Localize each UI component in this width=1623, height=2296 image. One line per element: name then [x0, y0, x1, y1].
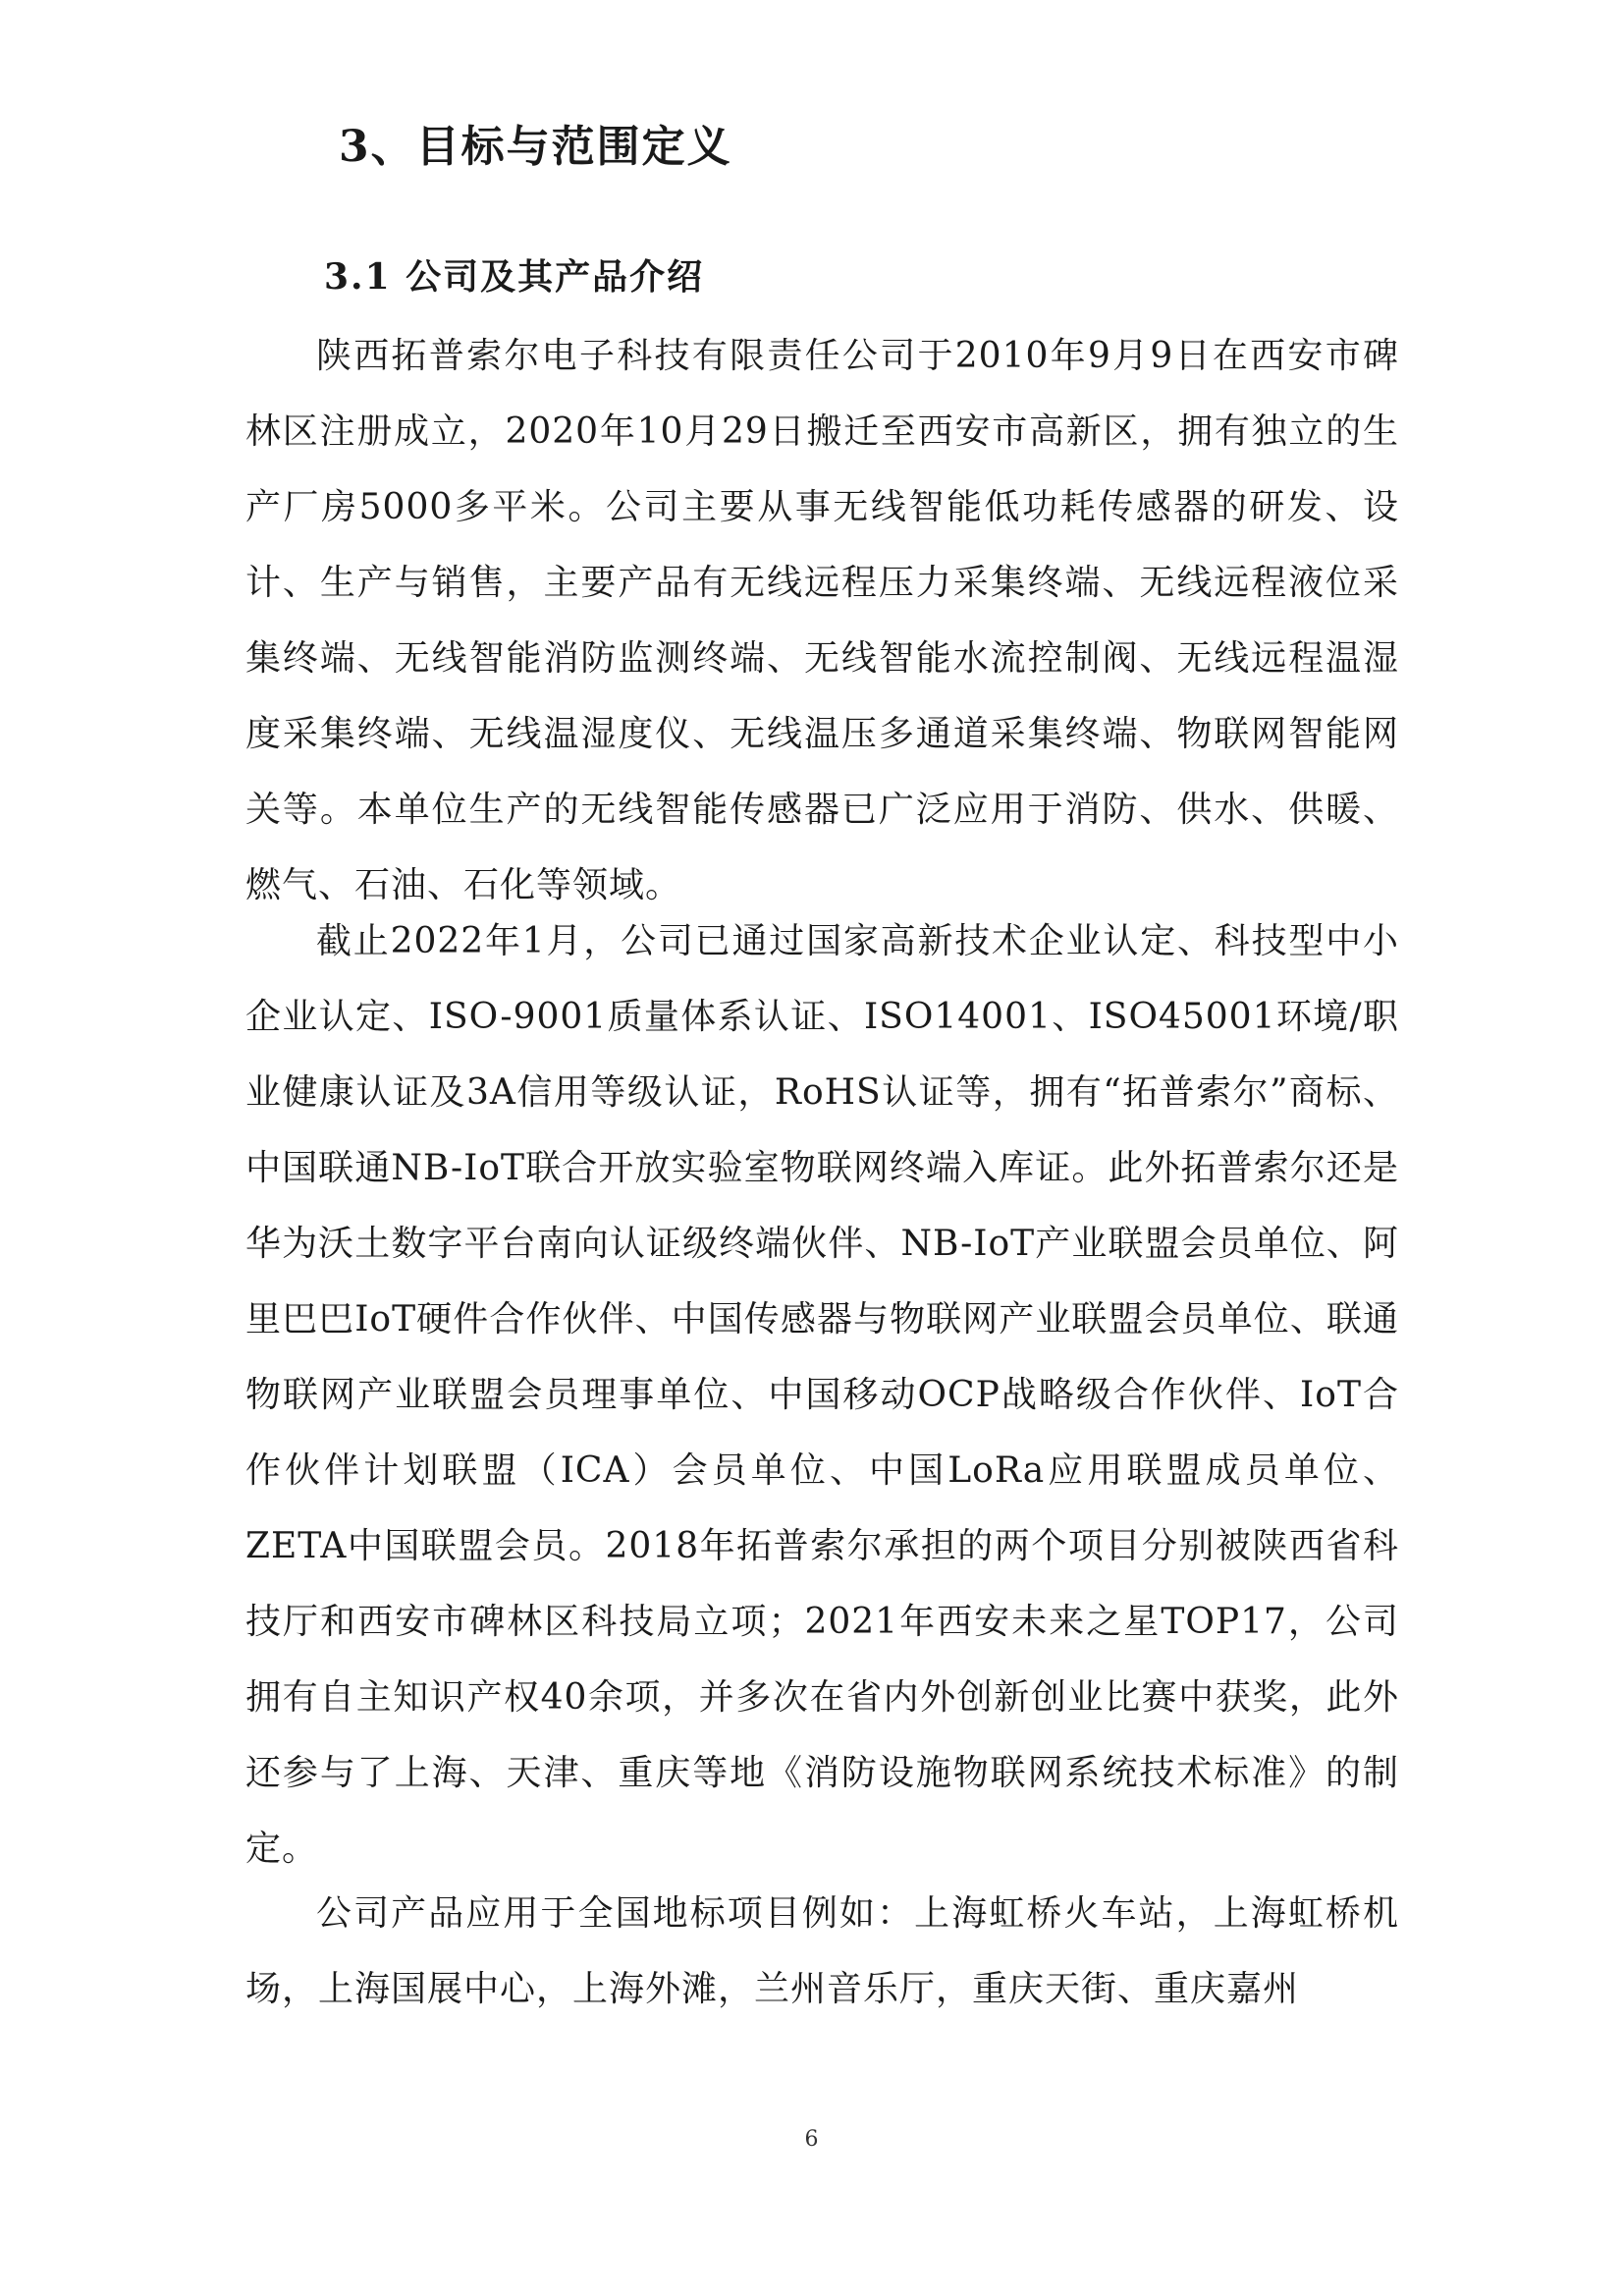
section-heading: 3、目标与范围定义	[339, 122, 732, 172]
paragraph-landmark-projects: 公司产品应用于全国地标项目例如：上海虹桥火车站，上海虹桥机场，上海国展中心，上海外滩，兰州音乐厅，重庆天街、重庆嘉州	[245, 1893, 1399, 2009]
paragraph-certifications: 截止2022年1月，公司已通过国家高新技术企业认定、科技型中小企业认定、ISO-9001质量体系认证、ISO14001、ISO45001环境/职业健康认证及3A信用等级认证，RoHS认证等，拥有“拓普索尔”商标、中国联通NB-IoT联合开放实验室物联网终端入库证。此外拓普索尔还是华为沃土数字平台南向认证级终端伙伴、NB-IoT产业联盟会员单位、阿里巴巴IoT硬件合作伙伴、中国传感器与物联网产业联盟会员单位、联通物联网产业联盟会员理事单位、中国移动OCP战略级合作伙伴、IoT合作伙伴计划联盟（ICA）会员单位、中国LoRa应用联盟成员单位、ZETA中国联盟会员。2018年拓普索尔承担的两个项目分别被陕西省科技厅和西安市碑林区科技局立项；2021年西安未来之星TOP17，公司拥有自主知识产权40余项，并多次在省内外创新创业比赛中获奖，此外还参与了上海、天津、重庆等地《消防设施物联网系统技术标准》的制定。	[245, 921, 1399, 1869]
subsection-heading: 3.1 公司及其产品介绍	[324, 256, 705, 298]
paragraph-company-intro: 陕西拓普索尔电子科技有限责任公司于2010年9月9日在西安市碑林区注册成立，2020年10月29日搬迁至西安市高新区，拥有独立的生产厂房5000多平米。公司主要从事无线智能低功耗传感器的研发、设计、生产与销售，主要产品有无线远程压力采集终端、无线远程液位采集终端、无线智能消防监测终端、无线智能水流控制阀、无线远程温湿度采集终端、无线温湿度仪、无线温压多通道采集终端、物联网智能网关等。本单位生产的无线智能传感器已广泛应用于消防、供水、供暖、燃气、石油、石化等领域。	[245, 336, 1399, 905]
page-number: 6	[804, 2127, 819, 2152]
